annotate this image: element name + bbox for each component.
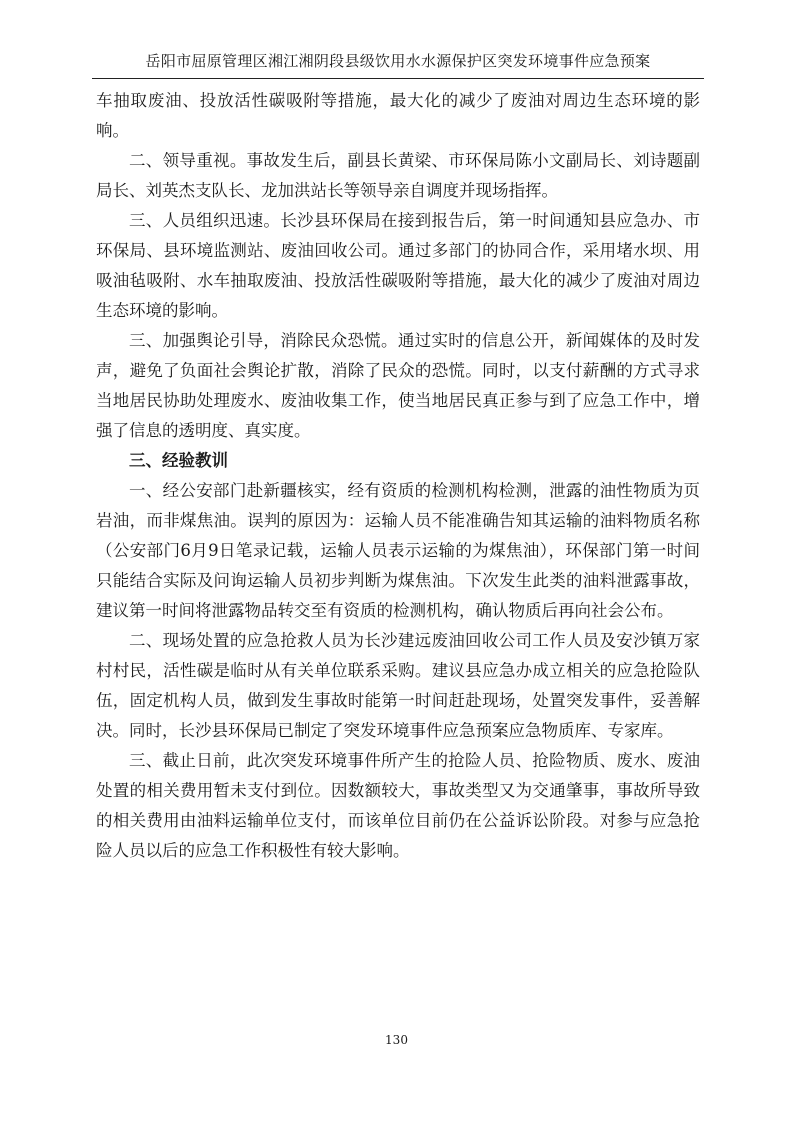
body-paragraph: 车抽取废油、投放活性碳吸附等措施，最大化的减少了废油对周边生态环境的影响。	[96, 91, 700, 140]
lesson-paragraph: 一、经公安部门赴新疆核实，经有资质的检测机构检测，泄露的油性物质为页岩油，而非煤焦油。误判的原因为：运输人员不能准确告知其运输的油料物质名称（公安部门6月9日笔录记载，运输人员表示运输的为煤焦油），环保部门第一时间只能结合实际及问询运输人员初步判断为煤焦油。下次发生此类的油料泄露事故，建议第一时间将泄露物品转交至有资质的检测机构，确认物质后再向社会公布。	[96, 481, 700, 620]
page-number: 130	[385, 1033, 408, 1047]
lesson-paragraph: 二、现场处置的应急抢救人员为长沙建远废油回收公司工作人员及安沙镇万家村村民，活性碳是临时从有关单位联系采购。建议县应急办成立相关的应急抢险队伍，固定机构人员，做到发生事故时能第一时间赶赴现场，处置突发事件，妥善解决。同时，长沙县环保局已制定了突发环境事件应急预案应急物质库、专家库。	[96, 631, 700, 740]
body-paragraph: 三、加强舆论引导，消除民众恐慌。通过实时的信息公开，新闻媒体的及时发声，避免了负面社会舆论扩散，消除了民众的恐慌。同时，以支付薪酬的方式寻求当地居民协助处理废水、废油收集工作，使当地居民真正参与到了应急工作中，增强了信息的透明度、真实度。	[96, 331, 700, 440]
document-body	[96, 86, 700, 866]
body-paragraph: 二、领导重视。事故发生后，副县长黄梁、市环保局陈小文副局长、刘诗题副局长、刘英杰支队长、龙加洪站长等领导亲自调度并现场指挥。	[96, 151, 700, 200]
section-heading: 三、经验教训	[129, 451, 228, 470]
header-divider	[92, 78, 704, 79]
lesson-paragraph: 三、截止日前，此次突发环境事件所产生的抢险人员、抢险物质、废水、废油处置的相关费用暂未支付到位。因数额较大，事故类型又为交通肇事，事故所导致的相关费用由油料运输单位支付，而该单位目前仍在公益诉讼阶段。对参与应急抢险人员以后的应急工作积极性有较大影响。	[96, 751, 700, 860]
body-paragraph: 三、人员组织迅速。长沙县环保局在接到报告后，第一时间通知县应急办、市环保局、县环境监测站、废油回收公司。通过多部门的协同合作，采用堵水坝、用吸油毡吸附、水车抽取废油、投放活性碳吸附等措施，最大化的减少了废油对周边生态环境的影响。	[96, 211, 700, 320]
page-header-title: 岳阳市屈原管理区湘江湘阴段县级饮用水水源保护区突发环境事件应急预案	[145, 52, 651, 70]
